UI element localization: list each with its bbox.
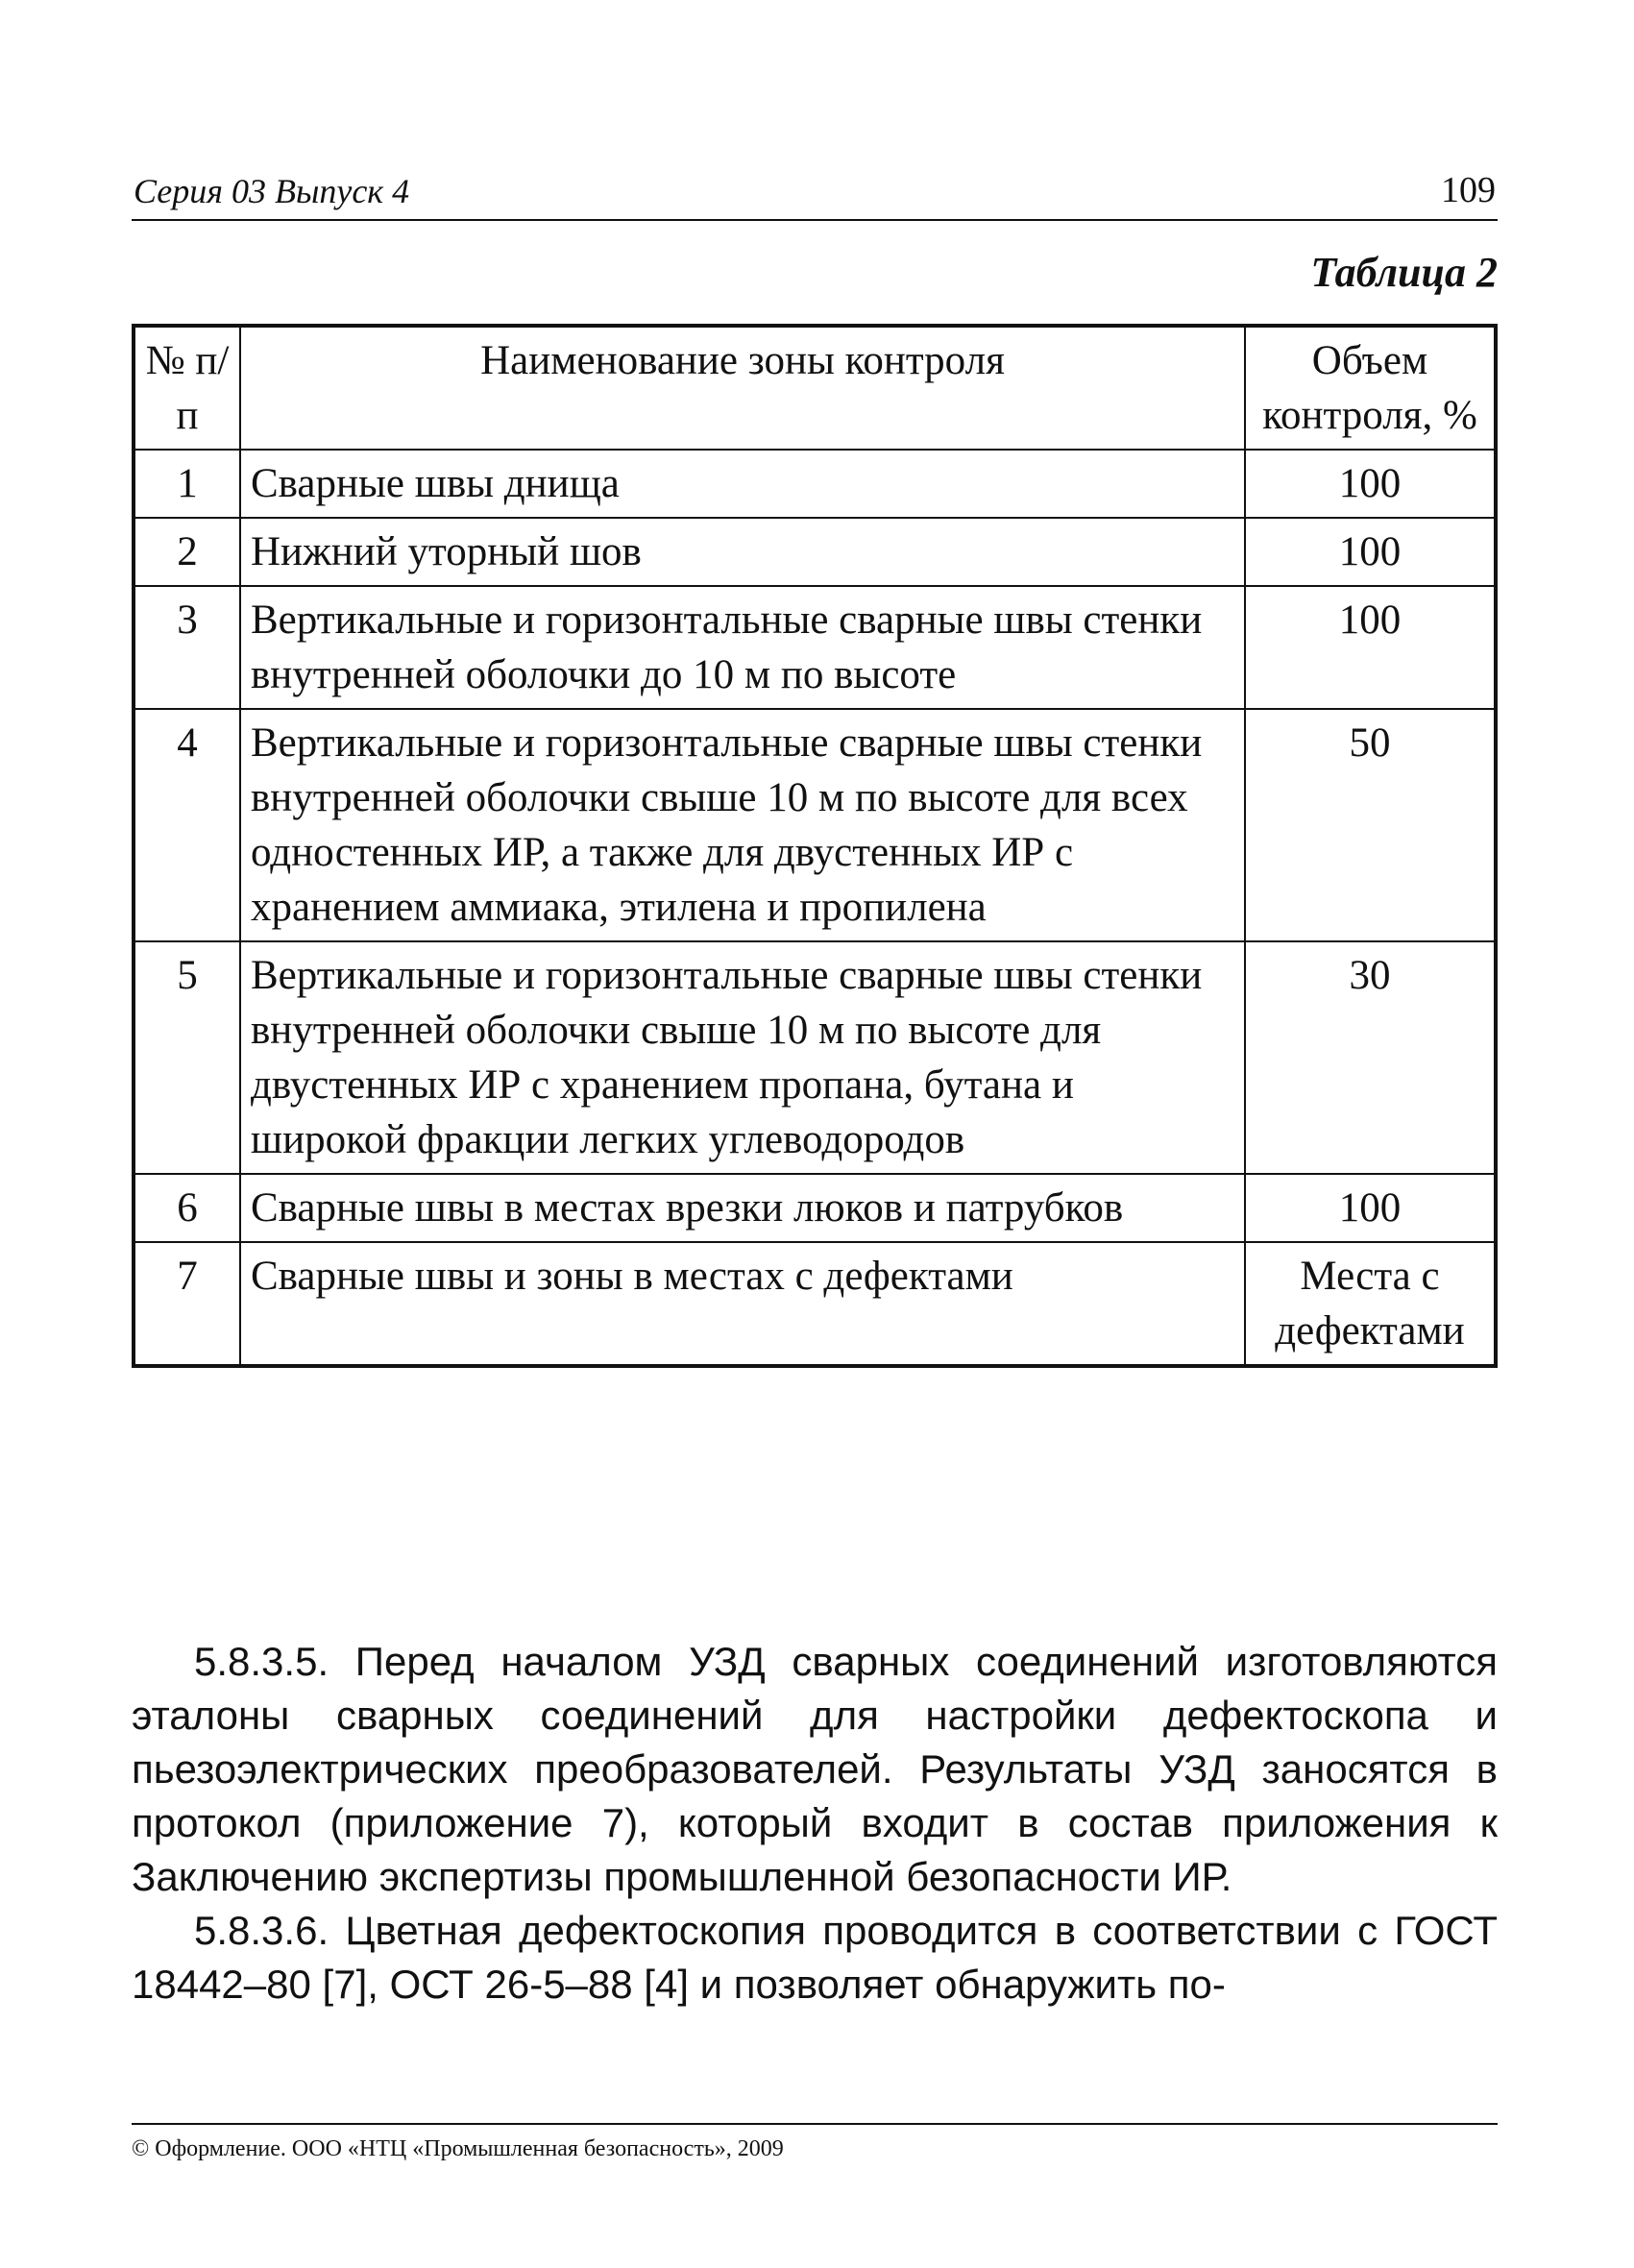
paragraph-5-8-3-6: 5.8.3.6. Цветная дефектоскопия проводится в соответствии с ГОСТ 18442–80 [7], ОСТ 26-5–88 [4] и позволяет обнаружить по- xyxy=(132,1908,1498,2007)
table-caption: Таблица 2 xyxy=(1310,249,1498,296)
header-num: № п/п xyxy=(134,326,240,450)
row-num: 7 xyxy=(134,1242,240,1366)
row-volume: Места с дефектами xyxy=(1245,1242,1496,1366)
series-label: Серия 03 Выпуск 4 xyxy=(134,172,410,210)
row-num: 1 xyxy=(134,450,240,518)
body-text xyxy=(132,1635,1498,2012)
row-volume: 100 xyxy=(1245,1174,1496,1242)
table-row xyxy=(134,450,1496,518)
row-zone: Сварные швы в местах врезки люков и патрубков xyxy=(240,1174,1245,1242)
control-zones-table xyxy=(132,324,1498,1368)
header-zone: Наименование зоны контроля xyxy=(240,326,1245,450)
row-volume: 30 xyxy=(1245,941,1496,1174)
row-zone: Сварные швы днища xyxy=(240,450,1245,518)
table-row xyxy=(134,586,1496,709)
row-num: 2 xyxy=(134,518,240,586)
row-num: 5 xyxy=(134,941,240,1174)
header-volume: Объем контроля, % xyxy=(1245,326,1496,450)
table-header-row xyxy=(134,326,1496,450)
table-row xyxy=(134,709,1496,941)
row-volume: 100 xyxy=(1245,518,1496,586)
row-num: 6 xyxy=(134,1174,240,1242)
page-footer xyxy=(132,2123,1498,2162)
table-row xyxy=(134,1242,1496,1366)
row-zone: Сварные швы и зоны в местах с дефектами xyxy=(240,1242,1245,1366)
row-zone: Нижний уторный шов xyxy=(240,518,1245,586)
row-zone: Вертикальные и горизонтальные сварные швы стенки внутренней оболочки свыше 10 м по высоте для всех одностенных ИР, а также для двустенных ИР с хранением аммиака, этилена и пропилена xyxy=(240,709,1245,941)
row-volume: 50 xyxy=(1245,709,1496,941)
row-num: 3 xyxy=(134,586,240,709)
page-number: 109 xyxy=(1441,170,1496,210)
row-zone: Вертикальные и горизонтальные сварные швы стенки внутренней оболочки до 10 м по высоте xyxy=(240,586,1245,709)
table-row xyxy=(134,941,1496,1174)
paragraph-5-8-3-5: 5.8.3.5. Перед началом УЗД сварных соединений изготовляются эталоны сварных соединений для настройки дефектоскопа и пьезоэлектрических преобразователей. Результаты УЗД заносятся в протокол (приложение 7), который входит в состав приложения к Заключению экспертизы промышленной безопасности ИР. xyxy=(132,1639,1498,1899)
page-header xyxy=(132,165,1498,221)
row-num: 4 xyxy=(134,709,240,941)
table-row xyxy=(134,518,1496,586)
row-zone: Вертикальные и горизонтальные сварные швы стенки внутренней оболочки свыше 10 м по высоте для двустенных ИР с хранением пропана, бутана и широкой фракции легких углеводородов xyxy=(240,941,1245,1174)
row-volume: 100 xyxy=(1245,450,1496,518)
table-row xyxy=(134,1174,1496,1242)
copyright-text: © Оформление. ООО «НТЦ «Промышленная безопасность», 2009 xyxy=(132,2136,784,2161)
row-volume: 100 xyxy=(1245,586,1496,709)
